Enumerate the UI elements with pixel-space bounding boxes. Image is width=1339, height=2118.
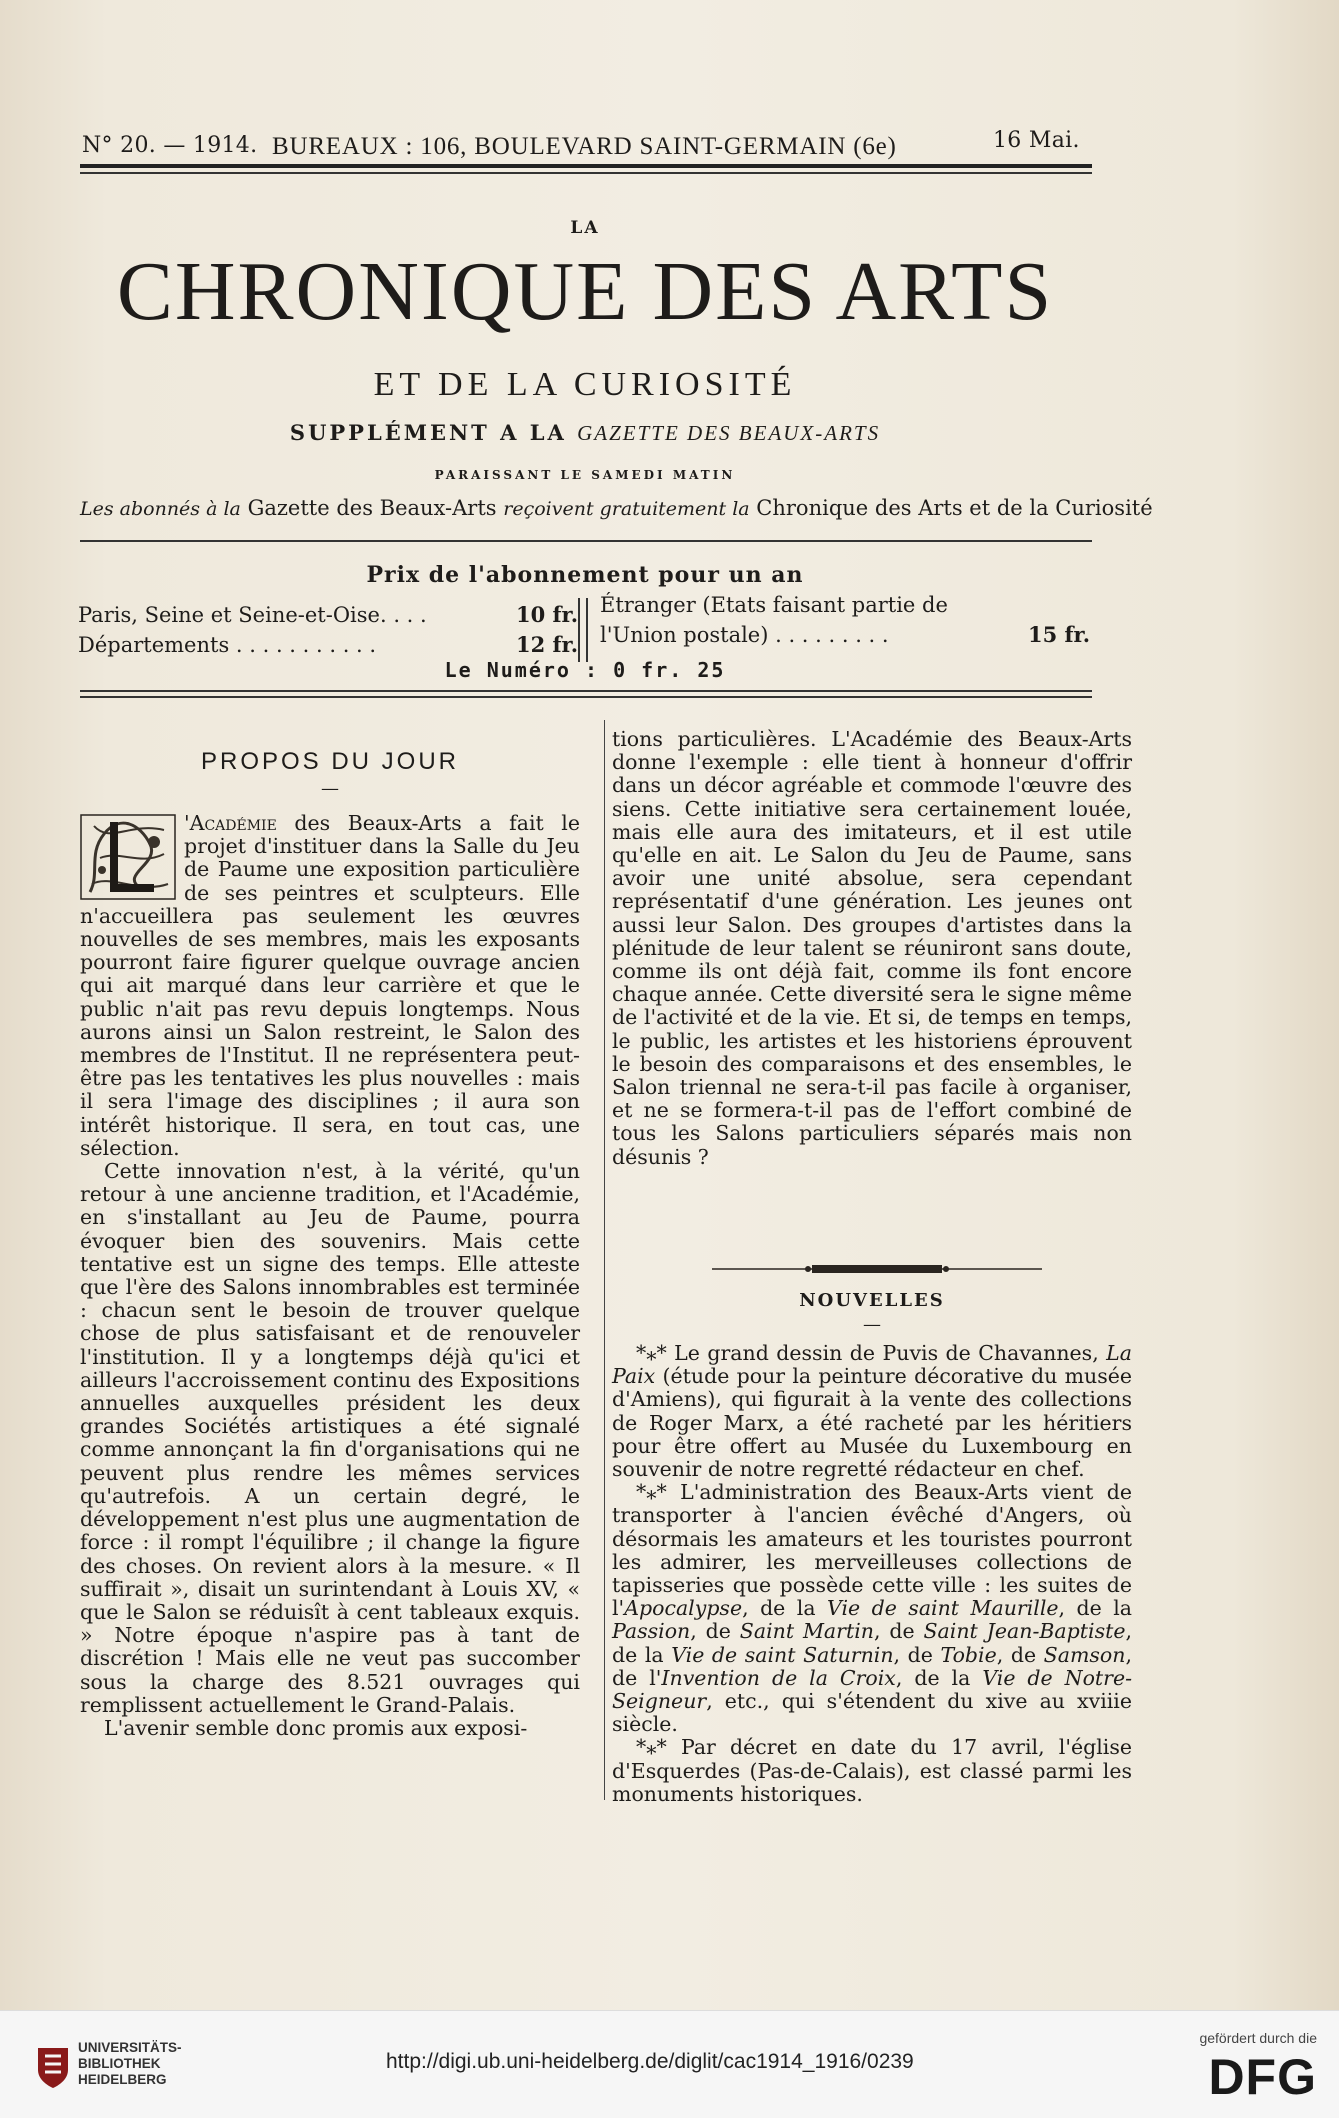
news-2-text-d: , de xyxy=(690,1619,740,1644)
price-divider xyxy=(578,598,588,662)
news-item-angers xyxy=(612,1481,1132,1736)
ornamental-dropcap-l-icon xyxy=(80,814,176,900)
propos-paragraph-2: Cette innovation n'est, à la vérité, qu'un retour à une ancienne tradition, et l'Académie, en s'installant au Jeu de Paume, pourra évoquer bien des souvenirs. Mais cette tentative est un signe des temps. Elle atteste que l'ère des Salons innombrables est terminée : chacun sent le besoin de trouver quelque chose de plus satisfaisant et de renouveler l'institution. Il y a longtemps déjà qu'ici et ailleurs l'accroissement continu des Expositions annuelles auxquelles président les deux grandes Sociétés artistiques a été signalé comme annonçant la fin d'organisations qui ne peuvent plus rendre les mêmes services qu'autrefois. A un certain degré, le développement n'est plus une augmentation de force : il rompt l'équilibre ; il change la figure des choses. On revient alors à la mesure. « Il suffirait », disait un surintendant à Louis XV, « que le Salon se réduisît à cent tableaux exquis. » Notre époque n'aspire pas à tant de discrétion ! Mais elle ne veut pas succomber sous la charge des 8.521 ouvrages qui remplissent actuellement le Grand-Palais. xyxy=(80,1159,580,1717)
propos-p1-body: des Beaux-Arts a fait le projet d'instituer dans la Salle du Jeu de Paume une exposition particulière de ses peintres et sculpteurs. Elle n'accueillera pas seulement les œuvres nouvelles de ses membres, mais les exposants pourront faire figurer quelque ouvrage ancien qui ait marqué dans leur carrière et que le public n'ait pas revu depuis longtemps. Nous aurons ainsi un Salon restreint, le Salon des membres de l'Institut. Il ne représentera peut-être pas les tentatives les plus nouvelles : mais il sera l'image des disciplines ; il aura son intérêt historique. Il sera, en tout cas, une sélection. xyxy=(80,811,580,1160)
funding-notice: gefördert durch die xyxy=(1199,2030,1317,2046)
price-row-foreign-1: Étranger (Etats faisant partie de xyxy=(600,593,948,617)
news-2-text-a: L'administration des Beaux-Arts vient de transporter à l'ancien évêché d'Angers, où désormais les amateurs et les touristes pourront les admirer, les merveilleuses collections de tapisseries que possède cette ville : les suites de l' xyxy=(612,1480,1132,1621)
price-list-foreign xyxy=(600,590,1100,650)
propos-heading: PROPOS DU JOUR xyxy=(200,748,460,775)
propos-column-left xyxy=(80,812,580,1740)
price-rule xyxy=(80,690,1092,692)
news-1-text-a: Le grand dessin de Puvis de Chavannes, xyxy=(666,1341,1107,1365)
subscribers-notice-c: reçoivent gratuitement la xyxy=(503,498,750,520)
single-issue-price: Le Numéro : 0 fr. 25 xyxy=(444,658,726,682)
news-2-title-9: Invention de la Croix xyxy=(661,1665,896,1690)
propos-paragraph-3: L'avenir semble donc promis aux exposi- xyxy=(104,1715,528,1740)
supplement-line xyxy=(60,420,1110,446)
news-2-text-j: , de la xyxy=(895,1665,983,1690)
masthead-rule xyxy=(80,540,1092,542)
propos-p1-cap: 'Académie xyxy=(184,811,277,835)
library-name-line-2: BIBLIOTHEK xyxy=(78,2056,161,2071)
news-item-esquerdes xyxy=(612,1736,1132,1806)
price-row-departements xyxy=(78,630,578,660)
propos-dash: — xyxy=(321,778,339,799)
news-2-title-7: Tobie xyxy=(940,1642,997,1667)
masthead-title: CHRONIQUE DES ARTS xyxy=(116,245,1054,338)
news-2-title-3: Passion xyxy=(612,1619,691,1644)
news-marker: *⁎* xyxy=(636,1341,667,1365)
price-foreign: 15 fr. xyxy=(1027,622,1090,647)
news-marker: *⁎* xyxy=(636,1480,667,1505)
news-2-title-5: Saint Jean-Baptiste xyxy=(923,1619,1126,1644)
propos-column-right xyxy=(612,728,1132,1169)
news-2-title-10: Vie de Notre-Seigneur xyxy=(612,1665,1133,1714)
news-item-puvis xyxy=(612,1342,1132,1481)
university-library-logo-icon xyxy=(36,2044,70,2090)
nouvelles-column xyxy=(612,1342,1132,1806)
price-label-departements: Départements . . . . . . . . . . . xyxy=(78,633,377,657)
news-2-title-1: Apocalypse xyxy=(624,1596,743,1621)
library-name-line-3: HEIDELBERG xyxy=(78,2072,167,2087)
news-2-title-8: Samson xyxy=(1043,1642,1126,1667)
news-3-text: Par décret en date du 17 avril, l'église d'Esquerdes (Pas-de-Calais), est classé parmi les monuments historiques. xyxy=(612,1735,1132,1806)
price-paris: 10 fr. xyxy=(515,602,578,627)
nouvelles-dash: — xyxy=(863,1314,881,1335)
price-list-domestic xyxy=(78,600,578,660)
supplement-prefix: SUPPLÉMENT A LA xyxy=(289,420,567,445)
subscription-title: Prix de l'abonnement pour un an xyxy=(366,562,804,588)
nouvelles-heading: NOUVELLES xyxy=(799,1290,945,1311)
news-2-text-h: , de xyxy=(996,1642,1044,1667)
subscribers-notice-b: Gazette des Beaux-Arts xyxy=(247,496,497,520)
subscribers-notice xyxy=(80,496,1153,520)
news-2-text-e: , de xyxy=(873,1619,924,1644)
news-1-title: La Paix xyxy=(612,1341,1132,1389)
header-rule-thin xyxy=(80,172,1092,174)
supplement-journal: GAZETTE DES BEAUX-ARTS xyxy=(577,421,881,445)
publication-frequency: PARAISSANT LE SAMEDI MATIN xyxy=(434,468,736,482)
permalink-url[interactable]: http://digi.ub.uni-heidelberg.de/diglit/cac1914_1916/0239 xyxy=(386,2050,914,2073)
news-marker: *⁎* xyxy=(636,1735,667,1760)
news-2-title-2: Vie de saint Maurille xyxy=(827,1596,1059,1621)
news-2-text-b: , de la xyxy=(742,1596,828,1621)
price-departements: 12 fr. xyxy=(515,632,578,657)
price-label-paris: Paris, Seine et Seine-et-Oise. . . . xyxy=(78,603,427,627)
news-2-text-i: , de l' xyxy=(612,1642,1132,1690)
price-row-foreign-2 xyxy=(600,620,1100,650)
news-2-title-6: Vie de saint Saturnin xyxy=(671,1642,894,1667)
office-address: BUREAUX : 106, BOULEVARD SAINT-GERMAIN (6e) xyxy=(272,133,897,160)
column-separator xyxy=(604,720,605,1800)
propos-paragraph-3-continued: tions particulières. L'Académie des Beaux-Arts donne l'exemple : elle tient à honneur d'offrir dans un décor agréable et commode l'œuvre des siens. Cette initiative sera certainement louée, mais elle aura des imitateurs, et il est utile qu'elle en ait. Le Salon du Jeu de Paume, sans avoir une unité absolue, sera cependant représentatif d'une génération. Les jeunes ont aussi leur Salon. Des groupes d'artistes dans la plénitude de leur talent se réuniront sans doute, comme ils ont déjà fait, comme ils font encore chaque année. Cette diversité sera le signe même de l'activité et de la vie. Et si, de temps en temps, le public, les artistes et les historiens éprouvent le besoin des comparaisons et des ensembles, le Salon triennal ne sera-t-il pas facile à organiser, et ne se formera-t-il pas de l'effort combiné de tous les Salons particuliers séparés mais non désunis ? xyxy=(612,727,1132,1169)
section-divider-ornament-icon xyxy=(712,1262,1042,1276)
news-2-text-f: , de la xyxy=(612,1619,1132,1667)
news-2-text-g: , de xyxy=(893,1642,941,1667)
news-1-text-b: (étude pour la peinture décorative du musée d'Amiens), qui figurait à la vente des collections de Roger Marx, a été racheté par les héritiers pour être offert au Musée du Luxembourg en souvenir de notre regretté rédacteur en chef. xyxy=(612,1364,1132,1482)
dfg-logo: DFG xyxy=(1208,2049,1317,2105)
news-2-title-4: Saint Martin xyxy=(739,1619,874,1644)
price-row-paris xyxy=(78,600,578,630)
issue-number: N° 20. — 1914. xyxy=(82,133,258,158)
header-rule xyxy=(80,164,1092,168)
library-name-line-1: UNIVERSITÄTS- xyxy=(78,2040,182,2055)
news-2-text-k: , etc., qui s'étendent du xive au xviiie siècle. xyxy=(612,1689,1132,1737)
subscribers-notice-a: Les abonnés à la xyxy=(80,498,241,520)
price-rule-thin xyxy=(80,696,1092,698)
propos-paragraph-1 xyxy=(80,812,580,1160)
university-library-name xyxy=(78,2040,182,2088)
price-label-foreign: l'Union postale) . . . . . . . . . xyxy=(600,623,889,647)
masthead-article: LA xyxy=(570,218,600,238)
issue-date: 16 Mai. xyxy=(993,128,1080,153)
subscribers-notice-d: Chronique des Arts et de la Curiosité xyxy=(756,496,1153,520)
masthead-subtitle: ET DE LA CURIOSITÉ xyxy=(373,366,797,403)
news-2-text-c: , de la xyxy=(1058,1596,1132,1621)
